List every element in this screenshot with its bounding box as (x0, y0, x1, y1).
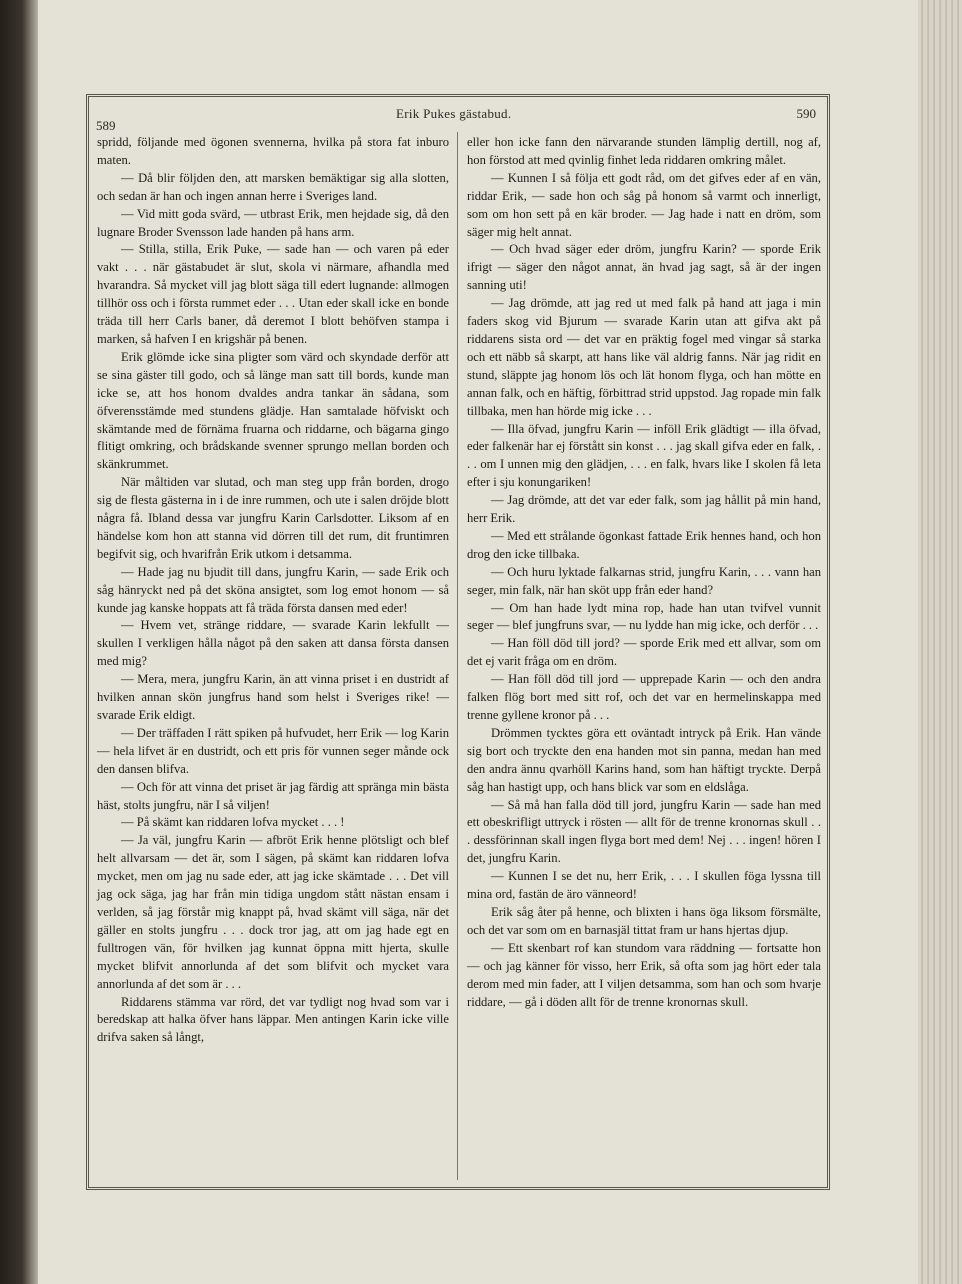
paragraph: — Med ett strålande ögonkast fattade Erik hennes hand, och hon drog den icke tillbaka. (467, 528, 821, 561)
paragraph: Riddarens stämma var rörd, det var tydligt nog hvad som var i beredskap att halka öfver hans läppar. Men antingen Karin icke ville drifva saken så långt, (97, 994, 449, 1045)
paragraph: — Kunnen I se det nu, herr Erik, . . . I skullen föga lyssna till mina ord, fastän de äro vänneord! (467, 869, 821, 902)
paragraph: När måltiden var slutad, och man steg upp från borden, drogo sig de flesta gästerna in i de inre rummen, och ute i salen dröjde blott några få. Ibland dessa var jungfru Karin Carlsdotter. Liksom af en händelse kom hon att stanna vid dörren till det rum, dit fruntimren begifvit sig, och hvarifrån Erik utkom i detsamma. (97, 475, 449, 561)
paragraph: — Då blir följden den, att marsken bemäktigar sig alla slotten, och sedan är han och ingen annan herre i Sveriges land. (97, 170, 449, 203)
paragraph: — Mera, mera, jungfru Karin, än att vinna priset i en dustridt af hvilken annan skön jungfrus hand som helst i Sveriges rike! — svarade Erik eldigt. (97, 672, 449, 722)
running-title: Erik Pukes gästabud. (396, 106, 512, 121)
paragraph: — Der träffaden I rätt spiken på hufvudet, herr Erik — log Karin — hela lifvet är en dustridt, och ett pris för vunnen seger månde ock den dansen blifva. (97, 725, 449, 776)
paragraph: — Illa öfvad, jungfru Karin — inföll Erik glädtigt — illa öfvad, eder falkenär har ej förstått sin konst . . . jag skall gifva eder en falk, . . . om I unnen mig den glädjen, . . . en falk, hvars like I skolen få leta efter i sju konungariken! (467, 421, 821, 490)
paragraph: — Ja väl, jungfru Karin — afbröt Erik henne plötsligt och blef helt allvarsam — det är, som I sägen, på skämt kan riddaren lofva mycket, men om jag nu sade eder, att jag icke skämtade . . . Det vill jag ock säga, jag har från min tidiga ungdom stått nästan ensam i verlden, så jag förstår mig knappt på, hvad skämt vill säga, när det gäller en stolts jungfru . . . dock tror jag, att om jag hade egt en fulltrogen vän, för hvilken jag kunnat öppna mitt hjerta, skulle mycket blifvit annorlunda af det som blifvit och mycket vara annorlunda af det som är . . . (97, 833, 449, 991)
page-number-right: 590 (796, 106, 816, 121)
paragraph: — Hvem vet, stränge riddare, — svarade Karin lekfullt — skullen I verkligen hålla något på den saken att dansa första dansen med mig? (97, 618, 449, 669)
paragraph: Erik såg åter på henne, och blixten i hans öga liksom försmälte, och det var som om en barnasjäl tittat fram ur hans hjertas djup. (467, 904, 821, 937)
paragraph: — Om han hade lydt mina rop, hade han utan tvifvel vunnit seger — blef jungfruns svar, — nu lydde han mig icke, och derför . . . (467, 600, 821, 633)
paragraph: — Jag drömde, att det var eder falk, som jag hållit på min hand, herr Erik. (467, 493, 821, 526)
paragraph: — Och för att vinna det priset är jag färdig att spränga min bästa häst, stolts jungfru, när I så viljen! (97, 779, 449, 812)
paragraph: — Så må han falla död till jord, jungfru Karin — sade han med ett obeskrifligt uttryck i rösten — allt för de trenne kronornas skull . . . dessförinnan skall ingen flyga bort med dem! Nej . . . ingen! hören I det, jungfru Karin. (467, 797, 821, 866)
text-column-left (97, 134, 449, 1047)
book-page-edges (918, 0, 962, 1284)
paragraph: — Och hvad säger eder dröm, jungfru Karin? — sporde Erik ifrigt — säger den något annat, än hvad jag sagt, så är der ingen sanning uti! (467, 242, 821, 293)
paragraph: — Han föll död till jord? — sporde Erik med ett allvar, som om det ej varit fråga om en dröm. (467, 636, 821, 669)
paragraph: — Och huru lyktade falkarnas strid, jungfru Karin, . . . vann han seger, min falk, när han sköt upp från eder hand? (467, 564, 821, 597)
paragraph: Erik glömde icke sina pligter som värd och skyndade derför att se sina gäster till godo, och så länge man satt till bords, kunde man icke se, att hos honom dvaldes andra tankar än sådana, som öfverensstämde med stundens glädje. Han samtalade höfviskt och skämtande med de förnäma fruarna och riddarne, och bägarna gingo flitigt omkring, och brådskande svenner sprungo mellan borden och skänkrummet. (97, 349, 449, 472)
paragraph: — Jag drömde, att jag red ut med falk på hand att jaga i min faders skog vid Bjurum — svarade Karin utan att gifva akt på riddarens sista ord — det var en präktig fogel med vingar så starka och ett näbb så skarpt, att hans like väl aldrig fanns. När jag ridit en stund, släppte jag honom lös och lät honom flyga, och han mötte en annan falk, och en häftig, förbittrad strid uppstod. Jag ropade min falk tillbaka, men han hörde mig icke . . . (467, 296, 821, 418)
column-divider (457, 132, 458, 1180)
paragraph: — Kunnen I så följa ett godt råd, om det gifves eder af en vän, riddar Erik, — sade hon och såg på honom så varmt och innerligt, som om hon sett på en kär broder. — Jag hade i natt en dröm, som säger mig helt annat. (467, 170, 821, 239)
paragraph: — Han föll död till jord — upprepade Karin — och den andra falken flög bort med sitt rof, och det var en hermelinskappa med trenne gyllene kronor på . . . (467, 672, 821, 722)
paragraph: eller hon icke fann den närvarande stunden lämplig dertill, nog af, hon förstod att med qvinlig finhet leda riddaren omkring målet. (467, 135, 821, 167)
paragraph: — Vid mitt goda svärd, — utbrast Erik, men hejdade sig, då den lugnare Broder Svensson lade handen på hans arm. (97, 206, 449, 239)
running-header (96, 104, 826, 133)
paragraph: — Stilla, stilla, Erik Puke, — sade han — och varen på eder vakt . . . när gästabudet är slut, skola vi närmare, afhandla med hvarandra. Så mycket vill jag blott säga till edert lugnande: allmogen tillhör oss och i första rummet eder . . . Utan eder skall icke en bonde träda till herr Carls baner, då deremot I blott behöfven stampa i marken, så hafven I en krigshär på benen. (97, 242, 449, 346)
paragraph: — Hade jag nu bjudit till dans, jungfru Karin, — sade Erik och såg hänryckt ned på det sköna ansigtet, som log emot honom — så kunde jag kanske hoppats att få träda första dansen med eder! (97, 564, 449, 615)
paragraph: spridd, följande med ögonen svennerna, hvilka på stora fat inburo maten. (97, 135, 449, 167)
text-column-right (467, 134, 821, 1011)
page-number-left: 589 (96, 118, 116, 133)
book-binding-left (0, 0, 40, 1284)
paragraph: Drömmen tycktes göra ett oväntadt intryck på Erik. Han vände sig bort och tryckte den ena handen mot sin panna, medan han med den andra ännu qvarhöll Karins hand, som han häftigt tryckte. Derpå såg han hastigt upp, och hans blick var som en eldslåga. (467, 725, 821, 794)
paragraph: — På skämt kan riddaren lofva mycket . . . ! (121, 815, 345, 830)
paragraph: — Ett skenbart rof kan stundom vara räddning — fortsatte hon — och jag känner för visso, herr Erik, så ofta som jag hört eder tala derom med min fader, att I viljen detsamma, som han och som hvarje riddare, — gå i döden allt för de trenne kronornas skull. (467, 940, 821, 1009)
